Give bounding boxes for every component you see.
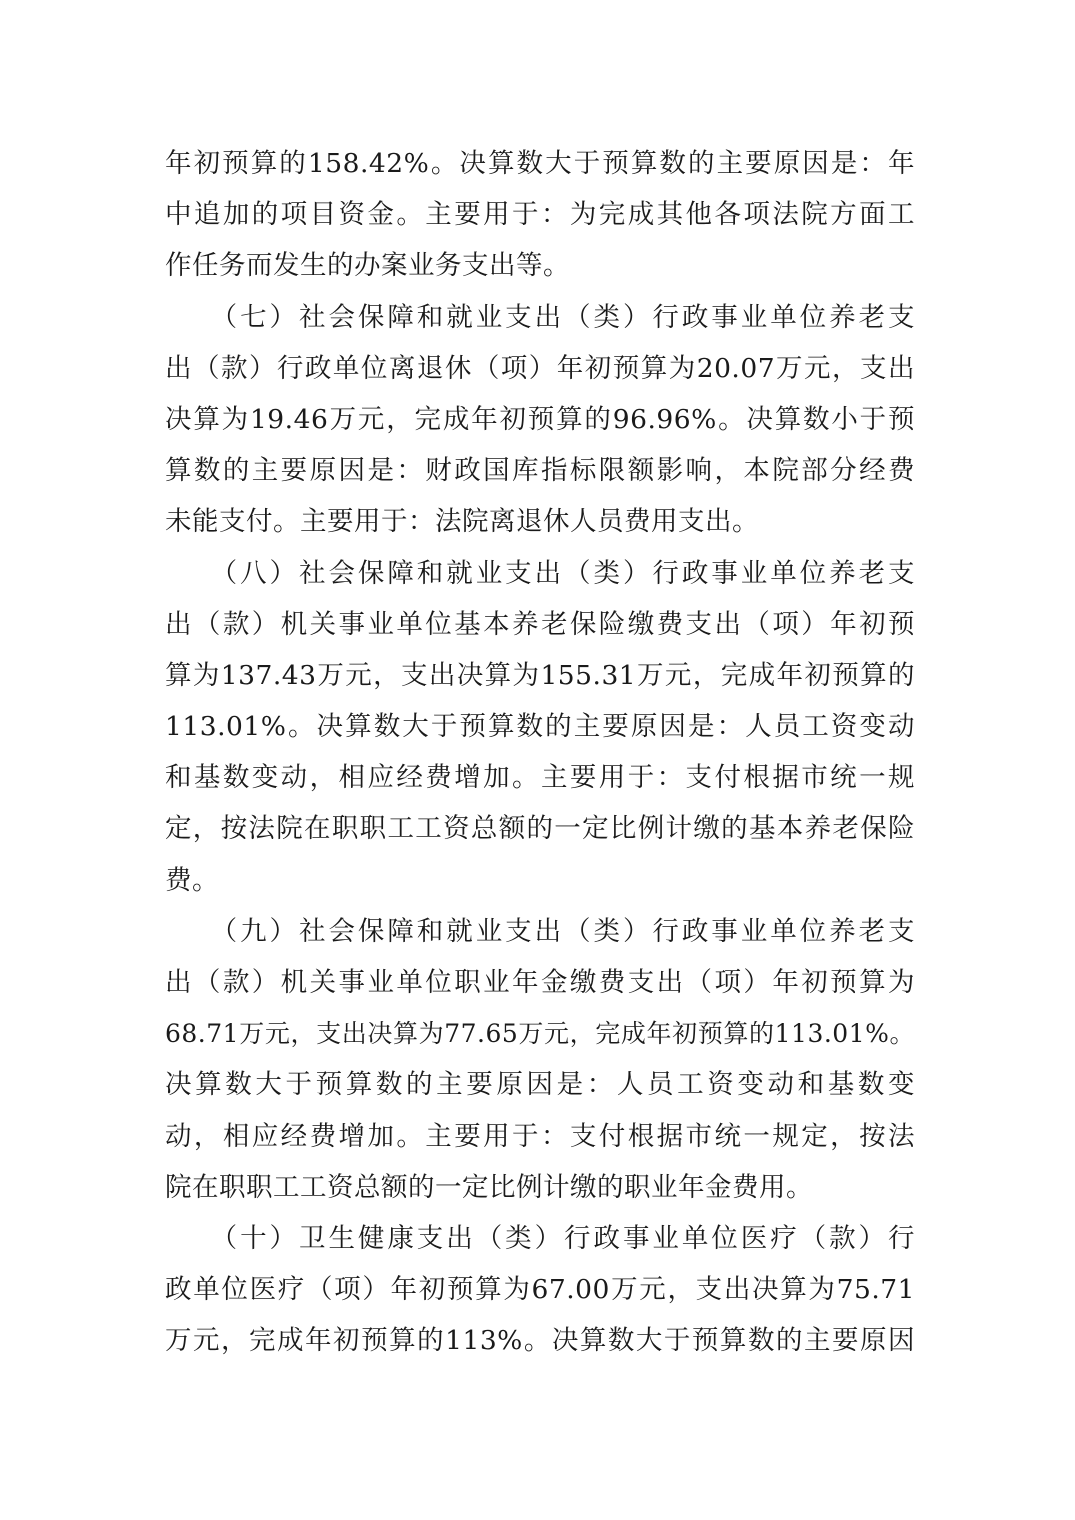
text-line: 出（款）机关事业单位基本养老保险缴费支出（项）年初预 — [165, 608, 915, 640]
text-line: 算数的主要原因是：财政国库指标限额影响，本院部分经费 — [165, 455, 915, 487]
text-line: （十）卫生健康支出（类）行政事业单位医疗（款）行 — [165, 1222, 915, 1254]
text-line: 决算为19.46万元，完成年初预算的96.96%。决算数小于预 — [165, 403, 915, 435]
text-line: 中追加的项目资金。主要用于：为完成其他各项法院方面工 — [165, 199, 915, 231]
text-line: 定，按法院在职职工工资总额的一定比例计缴的基本养老保险 — [165, 813, 915, 845]
text-line: 113.01%。决算数大于预算数的主要原因是：人员工资变动 — [165, 711, 915, 743]
text-line: 年初预算的158.42%。决算数大于预算数的主要原因是：年 — [165, 148, 915, 179]
text-line: 作任务而发生的办案业务支出等。 — [165, 250, 570, 282]
text-line: 院在职职工工资总额的一定比例计缴的职业年金费用。 — [165, 1171, 813, 1203]
text-line: 算为137.43万元，支出决算为155.31万元，完成年初预算的 — [165, 659, 915, 691]
text-line: 万元，完成年初预算的113%。决算数大于预算数的主要原因 — [165, 1325, 915, 1357]
text-line: 出（款）行政单位离退休（项）年初预算为20.07万元，支出 — [165, 352, 915, 384]
text-line: 政单位医疗（项）年初预算为67.00万元，支出决算为75.71 — [165, 1274, 915, 1306]
text-line: 出（款）机关事业单位职业年金缴费支出（项）年初预算为 — [165, 967, 915, 998]
text-line: 决算数大于预算数的主要原因是：人员工资变动和基数变 — [165, 1069, 915, 1101]
text-line: （九）社会保障和就业支出（类）行政事业单位养老支 — [165, 915, 915, 947]
text-line: 费。 — [165, 864, 219, 896]
body-text — [165, 138, 915, 1367]
text-line: 68.71万元，支出决算为77.65万元，完成年初预算的113.01%。 — [165, 1019, 915, 1049]
text-line: 动，相应经费增加。主要用于：支付根据市统一规定，按法 — [165, 1120, 915, 1152]
text-line: （七）社会保障和就业支出（类）行政事业单位养老支 — [165, 301, 915, 333]
text-line: 未能支付。主要用于：法院离退休人员费用支出。 — [165, 506, 759, 538]
text-line: 和基数变动，相应经费增加。主要用于：支付根据市统一规 — [165, 762, 915, 794]
text-line: （八）社会保障和就业支出（类）行政事业单位养老支 — [165, 557, 915, 589]
